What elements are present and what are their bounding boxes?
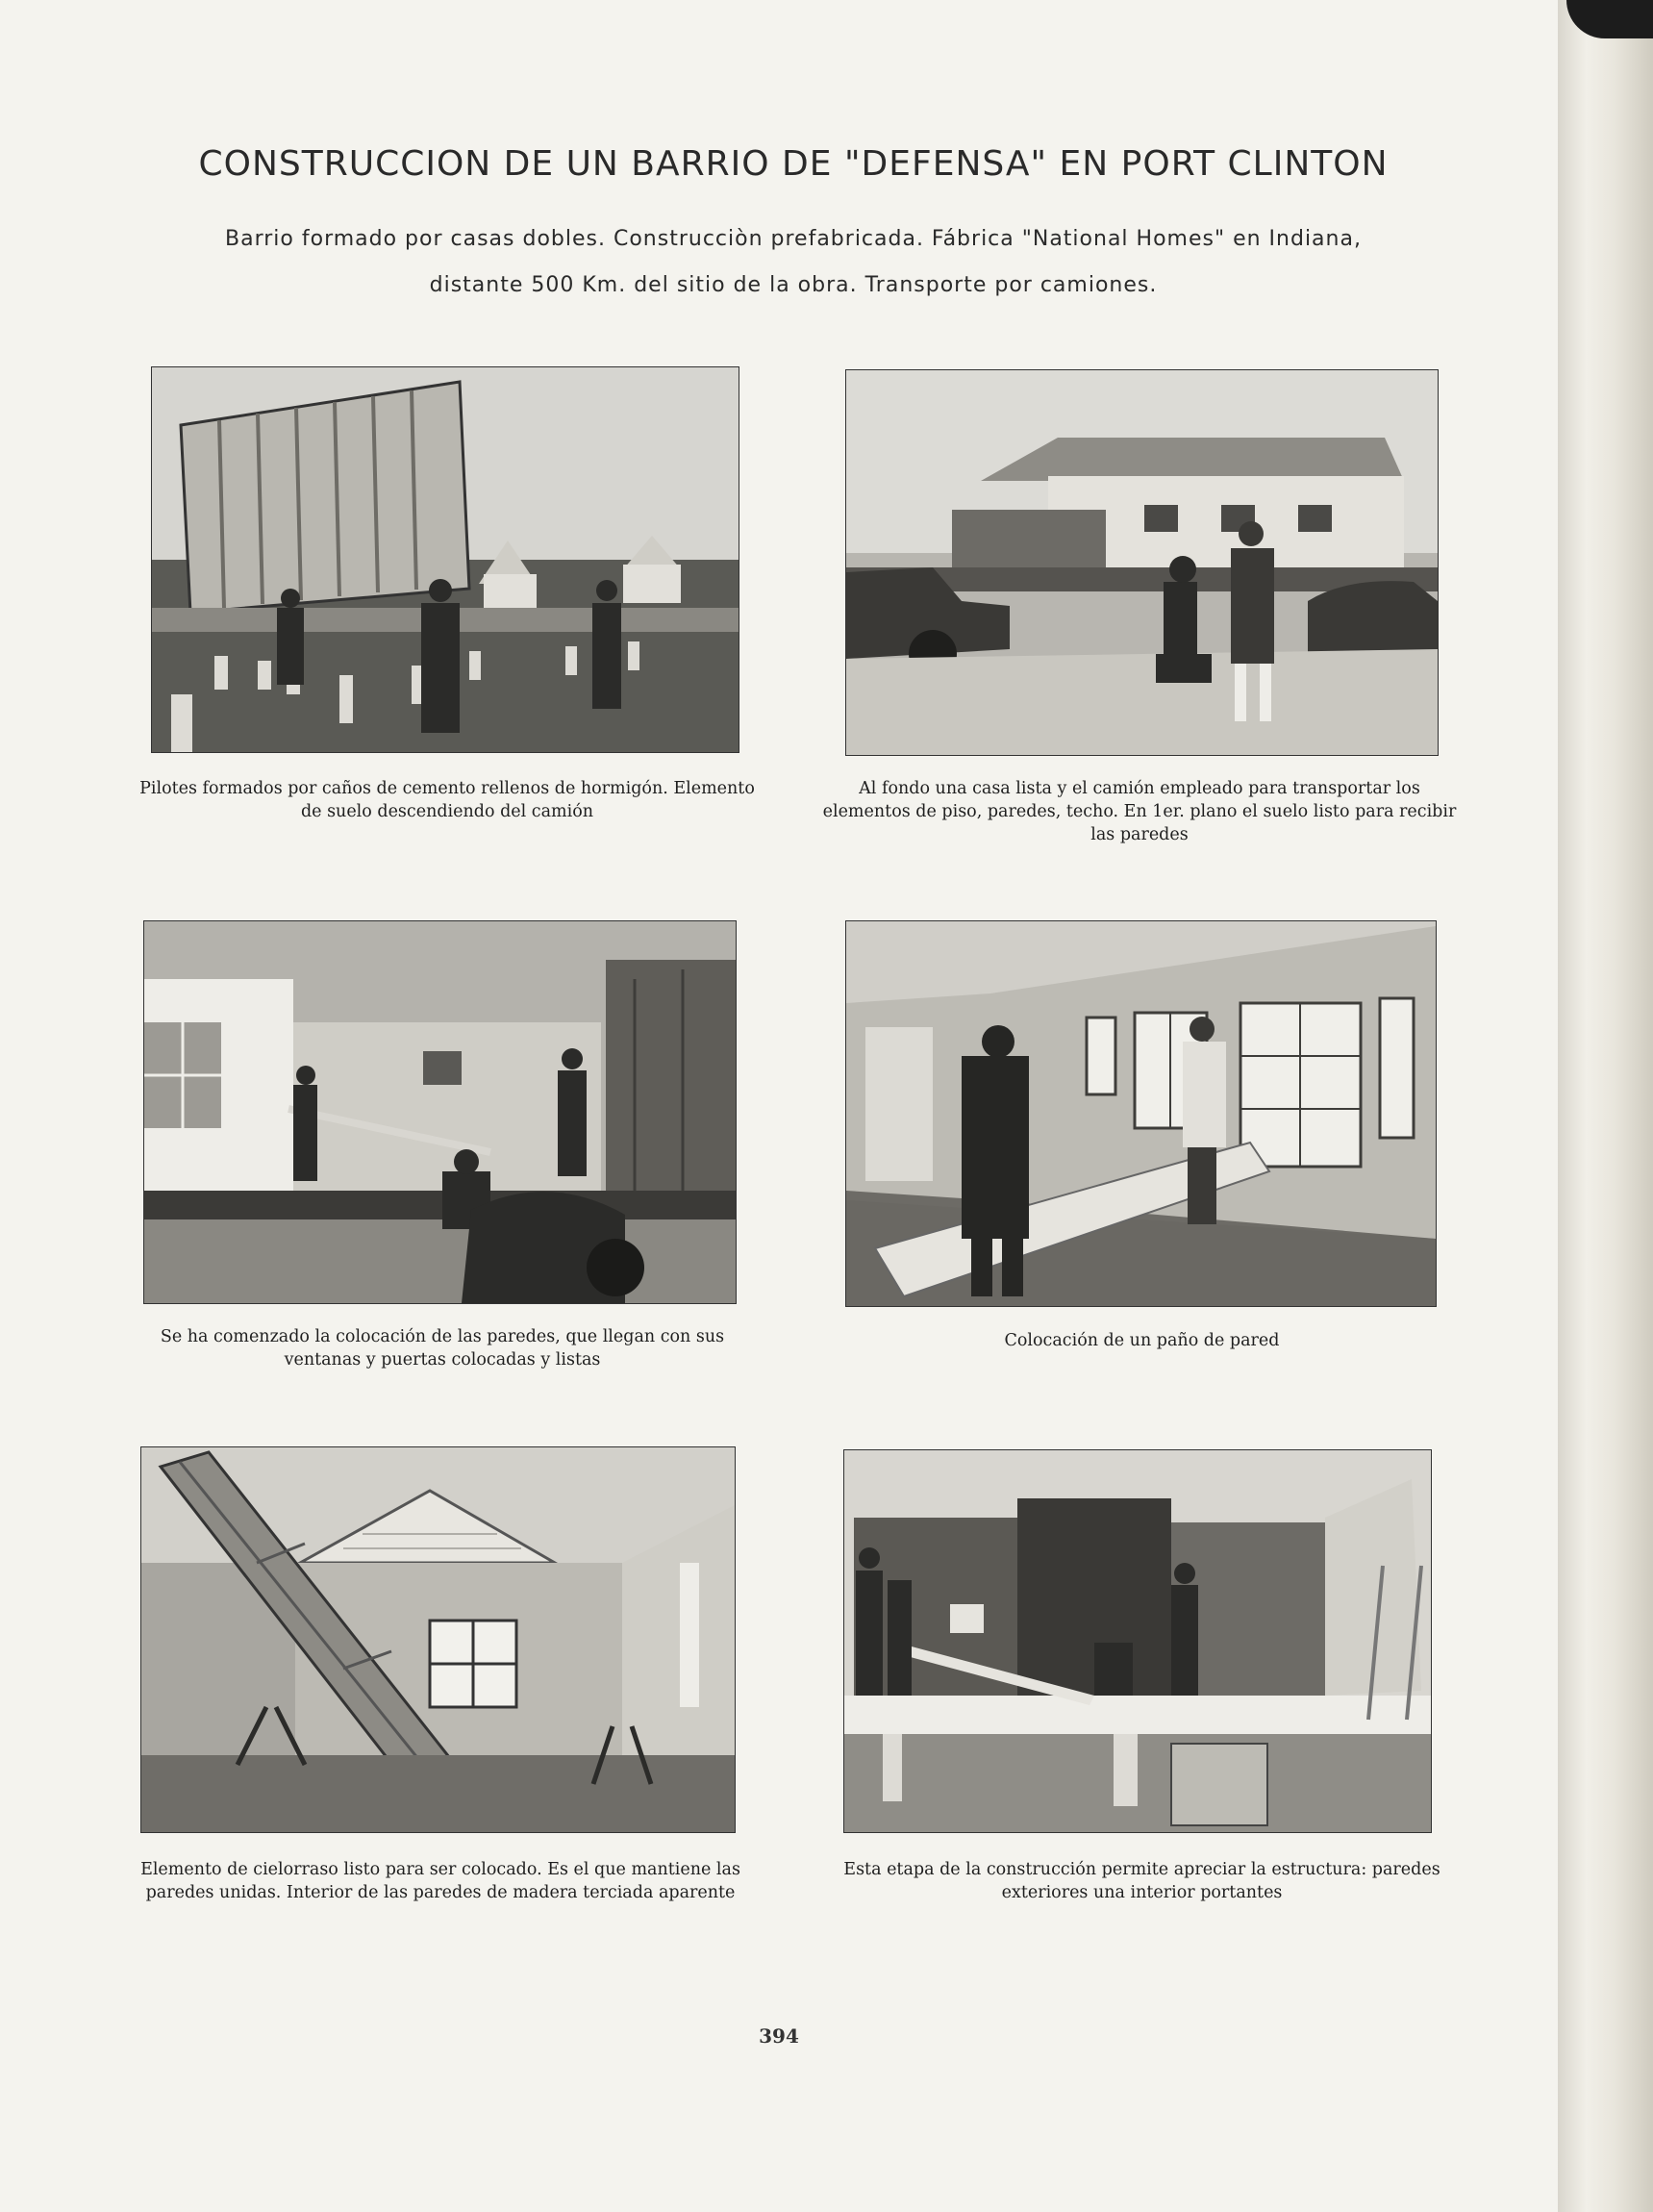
photo-5-illustration [141,1447,735,1832]
figure-5-caption: Elemento de cielorraso listo para ser colocado. Es el que mantiene las paredes unidas. Interior de las paredes de madera terciada aparente [140,1860,740,1902]
figure-2-caption: Al fondo una casa lista y el camión empleado para transportar los elementos de piso, paredes, techo. En 1er. plano el suelo listo para recibir las paredes [822,779,1457,844]
figure-6-caption: Esta etapa de la construcción permite apreciar la estructura: paredes exteriores una interior portantes [843,1860,1440,1902]
photo-wall-panel-placement [846,921,1436,1306]
page-title: CONSTRUCCION DE UN BARRIO DE "DEFENSA" EN PORT CLINTON [198,144,1389,184]
page-subtitle: Barrio formado por casas dobles. Construcciòn prefabricada. Fábrica "National Homes" en Indiana, distante 500 Km. del sitio de la obra. Transporte por camiones. [225,227,1362,297]
next-page-edge [1558,0,1653,2212]
photo-structure-stage [844,1450,1431,1832]
figure-4-caption: Colocación de un paño de pared [1004,1331,1280,1350]
photo-4-illustration [846,921,1436,1306]
photo-wall-placement-begun [144,921,736,1303]
photo-3-illustration [144,921,736,1303]
photo-ceiling-element [141,1447,735,1832]
figure-3-caption: Se ha comenzado la colocación de las paredes, que llegan con sus ventanas y puertas colocadas y listas [160,1327,725,1370]
figure-1-caption: Pilotes formados por caños de cemento rellenos de hormigón. Elemento de suelo descendiendo del camión [139,779,755,821]
photo-2-illustration [846,370,1438,755]
photo-house-and-truck [846,370,1438,755]
photo-1-illustration [152,367,739,752]
photo-6-illustration [844,1450,1431,1832]
page-number: 394 [759,2024,799,2048]
photo-floor-panel-lift [152,367,739,752]
